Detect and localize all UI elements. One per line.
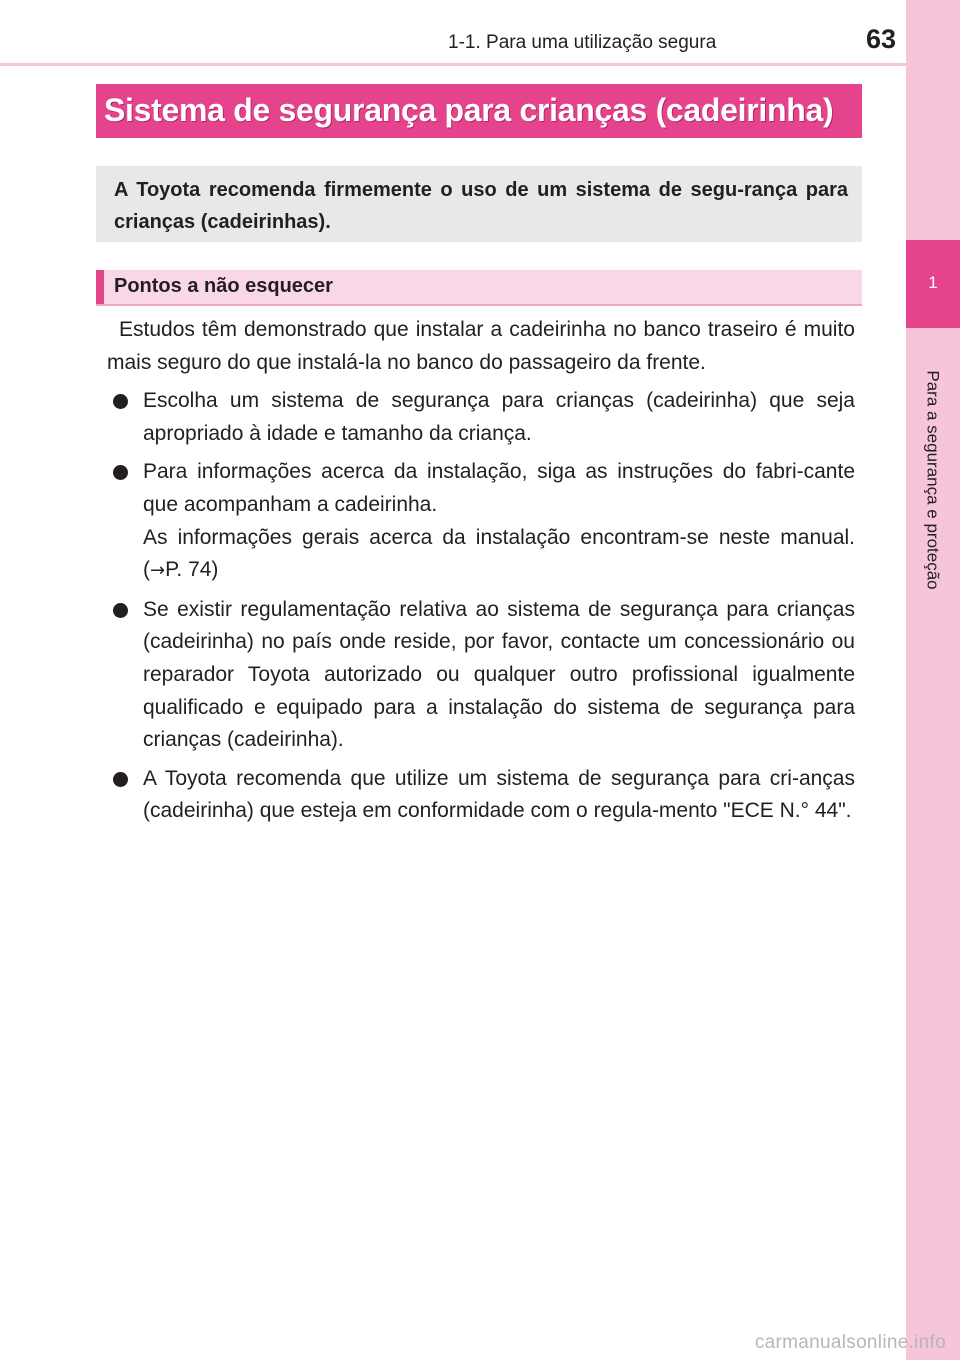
bullet-item: [107, 763, 855, 828]
watermark-logo: carmanualsonline.info: [754, 1332, 946, 1353]
bullet-text: A Toyota recomenda que utilize um sistema de segurança para cri-anças (cadeirinha) que esteja em conformidade com o regula-mento "ECE N.° 44".: [143, 766, 855, 823]
bullet-item: [107, 456, 855, 587]
intro-text: A Toyota recomenda firmemente o uso de um sistema de segu-rança para crianças (cadeirinhas).: [114, 179, 848, 233]
chapter-tab[interactable]: [906, 240, 960, 328]
bullet-dot-icon: [113, 465, 128, 480]
intro-box: [96, 166, 862, 242]
body-paragraph: Estudos têm demonstrado que instalar a cadeirinha no banco traseiro é muito mais seguro do que instalá-la no banco do passageiro da frente.: [107, 318, 855, 374]
title-banner: [96, 84, 862, 138]
header-section-title: 1-1. Para uma utilização segura: [448, 32, 717, 53]
bullet-subtext: [143, 522, 855, 588]
page-title: Sistema de segurança para crianças (cadeirinha): [104, 92, 834, 128]
bullet-text: Para informações acerca da instalação, siga as instruções do fabri-cante que acompanham a cadeirinha.: [143, 460, 855, 516]
bullet-text: Escolha um sistema de segurança para crianças (cadeirinha) que seja apropriado à idade e tamanho da criança.: [143, 389, 855, 445]
page-number: 63: [865, 24, 896, 54]
bullet-text: Se existir regulamentação relativa ao sistema de segurança para crianças (cadeirinha) no país onde reside, por favor, contacte um concessionário ou reparador Toyota autorizado ou qualquer outro profissional igualmente qualificado e equipado para a instalação do sistema de segurança para crianças (cadeirinha).: [143, 597, 855, 752]
bullet-item: [107, 594, 855, 757]
bullet-dot-icon: [113, 394, 128, 409]
subheading-bar: [96, 270, 862, 306]
body-content: [107, 314, 855, 828]
bullet-dot-icon: [113, 603, 128, 618]
chapter-title-vertical: [908, 340, 958, 620]
subheading-accent: [96, 270, 104, 304]
bullet-dot-icon: [113, 772, 128, 787]
bullet-item: [107, 385, 855, 450]
page-reference-link[interactable]: P. 74): [165, 558, 219, 582]
subheading-title: Pontos a não esquecer: [114, 275, 333, 297]
bullet-subtext-prefix: As informações gerais acerca da instalação encontram-se neste manual. (: [143, 525, 855, 582]
chapter-number: 1: [928, 273, 938, 292]
side-tab-strip: [906, 0, 960, 1360]
arrow-right-icon: →: [150, 560, 166, 582]
header-divider: [0, 63, 906, 66]
chapter-title: Para a segurança e proteção: [924, 370, 944, 590]
